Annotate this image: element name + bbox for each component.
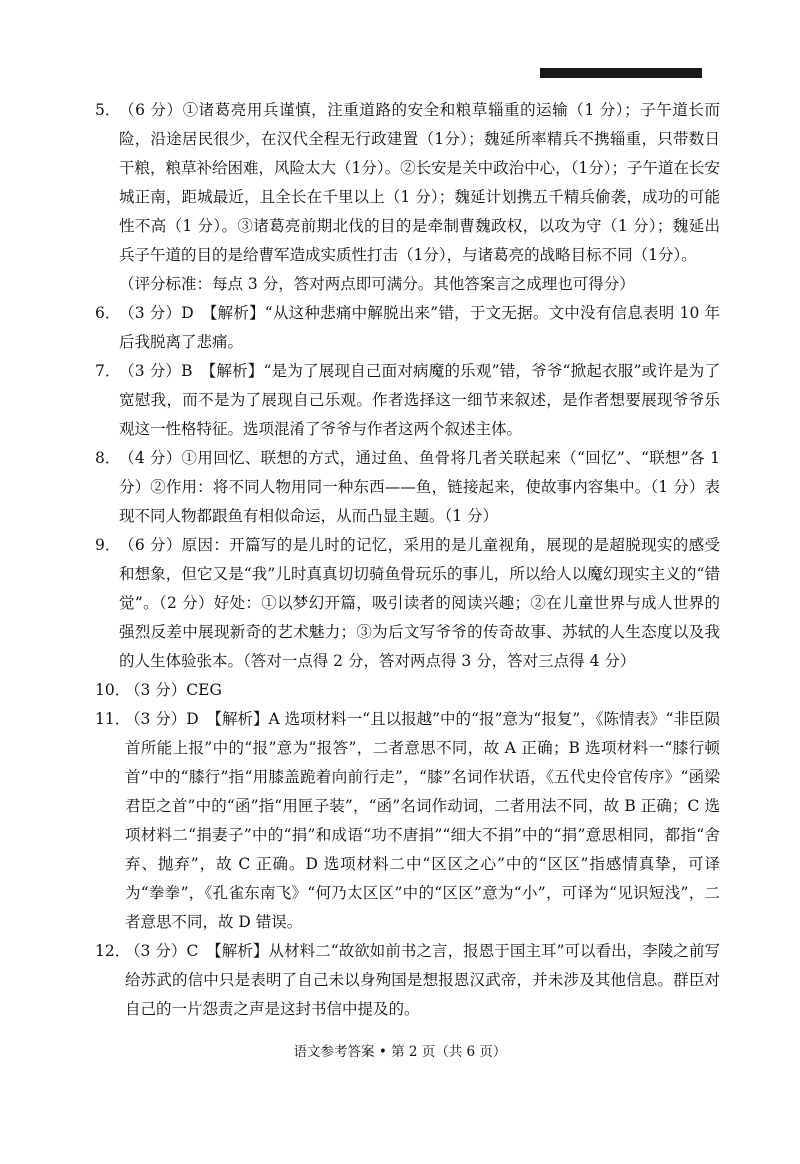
answer-8 <box>95 444 720 531</box>
answer-9 <box>95 531 720 676</box>
answer-text: （3 分）C 【解析】从材料二“故欲如前书之言，报恩于国主耳”可以看出，李陵之前写给苏武的信中只是表明了自己未以身殉国是想报恩汉武帝，并未涉及其他信息。群臣对自己的一片怨责之声是这封书信中提及的。 <box>125 942 720 1018</box>
answer-list <box>95 96 720 1024</box>
answer-text: （6 分）原因：开篇写的是儿时的记忆，采用的是儿童视角，展现的是超脱现实的感受和想象，但它又是“我”儿时真真切切骑鱼骨玩乐的事儿，所以给人以魔幻现实主义的“错觉”。（2 分）好处：①以梦幻开篇，吸引读者的阅读兴趣；②在儿童世界与成人世界的强烈反差中展现新奇的艺术魅力；③为后文写爷爷的传奇故事、苏轼的人生态度以及我的人生体验张本。（答对一点得 2 分，答对两点得 3 分，答对三点得 4 分） <box>119 536 720 670</box>
answer-12 <box>95 937 720 1024</box>
answer-text: （6 分）①诸葛亮用兵谨慎，注重道路的安全和粮草辎重的运输（1 分）；子午道长而险，沿途居民很少，在汉代全程无行政建置（1分）；魏延所率精兵不携辎重，只带数日干粮，粮草补给困难，风险太大（1分）。②长安是关中政治中心，（1分）；子午道在长安城正南，距城最近，且全长在千里以上（1 分）；魏延计划携五千精兵偷袭，成功的可能性不高（1 分）。③诸葛亮前期北伐的目的是牵制曹魏政权，以攻为守（1 分）；魏延出兵子午道的目的是给曹军造成实质性打击（1分），与诸葛亮的战略目标不同（1分）。 <box>119 101 720 264</box>
answer-10 <box>95 676 720 705</box>
page-footer: 语文参考答案 • 第 2 页（共 6 页） <box>293 1044 507 1060</box>
header-bar <box>540 68 702 78</box>
scoring-note: （评分标准：每点 3 分，答对两点即可满分。其他答案言之成理也可得分） <box>119 275 635 293</box>
answer-text: （3 分）D 【解析】“从这种悲痛中解脱出来”错，于文无据。文中没有信息表明 10 年后我脱离了悲痛。 <box>119 304 720 351</box>
answer-5 <box>95 96 720 270</box>
answer-number: 12． <box>95 942 131 960</box>
answer-number: 9． <box>95 536 121 554</box>
answer-text: （3 分）CEG <box>125 681 222 699</box>
answer-number: 6． <box>95 304 121 322</box>
answer-number: 11． <box>95 710 131 728</box>
answer-text: （3 分）D 【解析】A 选项材料一“且以报越”中的“报”意为“报复”，《陈情表》“非臣陨首所能上报”中的“报”意为“报答”，二者意思不同，故 A 正确；B 选项材料一“膝行顿首”中的“膝行”指“用膝盖跪着向前行走”，“膝”名词作状语，《五代史伶官传序》“函梁君臣之首”中的“函”指“用匣子装”，“函”名词作动词，二者用法不同，故 B 正确；C 选项材料二“捐妻子”中的“捐”和成语“功不唐捐”“细大不捐”中的“捐”意思相同，都指“舍弃、抛弃”，故 C 正确。D 选项材料二中“区区之心”中的“区区”指感情真挚，可译为“拳拳”，《孔雀东南飞》“何乃太区区”中的“区区”意为“小”，可译为“见识短浅”，二者意思不同，故 D 错误。 <box>125 710 720 931</box>
answer-number: 7． <box>95 362 121 380</box>
answer-7 <box>95 357 720 444</box>
answer-11 <box>95 705 720 937</box>
answer-number: 8． <box>95 449 121 467</box>
answer-6 <box>95 299 720 357</box>
answer-number: 10． <box>95 681 131 699</box>
answer-text: （3 分）B 【解析】“是为了展现自己面对病魔的乐观”错，爷爷“掀起衣服”或许是为了宽慰我，而不是为了展现自己乐观。作者选择这一细节来叙述，是作者想要展现爷爷乐观这一性格特征。选项混淆了爷爷与作者这两个叙述主体。 <box>119 362 720 438</box>
answer-number: 5． <box>95 101 121 119</box>
answer-text: （4 分）①用回忆、联想的方式，通过鱼、鱼骨将几者关联起来（“回忆”、“联想”各 1 分）②作用：将不同人物用同一种东西——鱼，链接起来，使故事内容集中。（1 分）表现不同人物都跟鱼有相似命运，从而凸显主题。（1 分） <box>119 449 720 525</box>
